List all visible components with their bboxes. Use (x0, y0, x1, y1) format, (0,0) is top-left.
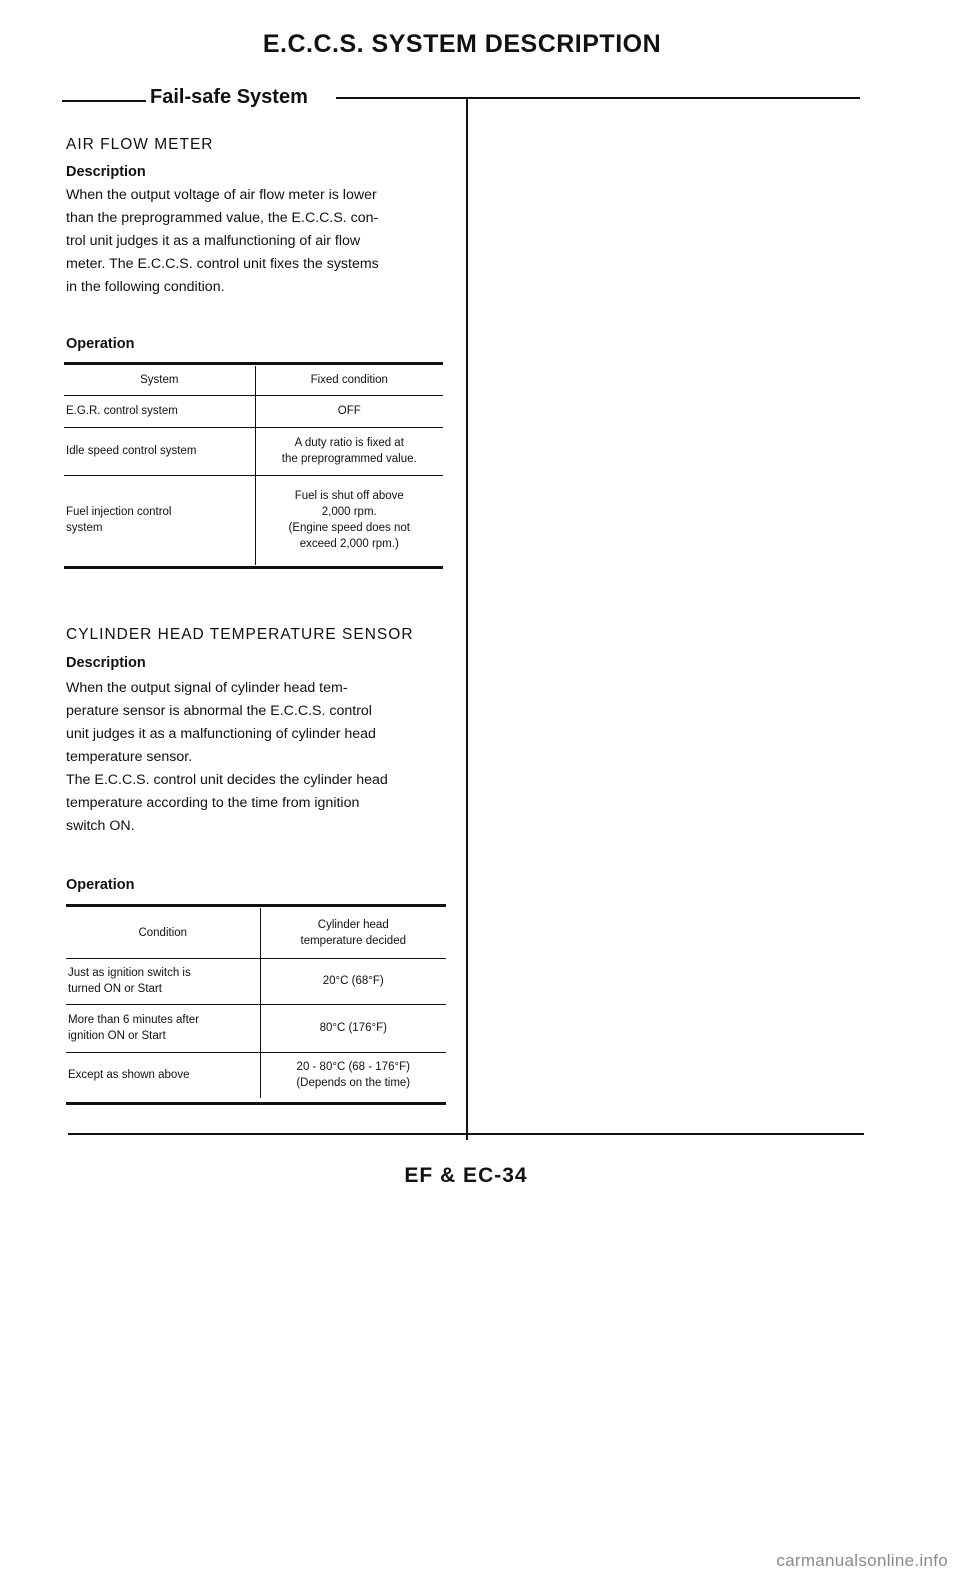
table-cell: E.G.R. control system (64, 395, 255, 427)
table-cell: Idle speed control system (64, 427, 255, 475)
air-flow-operation-label: Operation (66, 336, 135, 352)
table-cell: 80°C (176°F) (260, 1004, 446, 1052)
cell-line: Cylinder head (317, 918, 389, 931)
table2-bottom-rule (66, 1102, 446, 1105)
cell-line: exceed 2,000 rpm.) (299, 538, 399, 551)
cell-line: (Engine speed does not (288, 522, 410, 535)
description-line: unit judges it as a malfunctioning of cylinder head (66, 726, 376, 742)
table-row (66, 1052, 446, 1098)
page-title: E.C.C.S. SYSTEM DESCRIPTION (262, 30, 662, 58)
table-header-fixed-condition: Fixed condition (255, 366, 443, 395)
table-row (64, 427, 443, 475)
cell-line: More than 6 minutes after (68, 1014, 200, 1026)
heading-rule-right (336, 97, 860, 99)
table-cell (66, 1004, 260, 1052)
description-line: perature sensor is abnormal the E.C.C.S. control (66, 703, 372, 719)
description-line: than the preprogrammed value, the E.C.C.S. con- (66, 210, 379, 226)
cell-line: A duty ratio is fixed at (294, 437, 404, 449)
table-cell: Except as shown above (66, 1052, 260, 1098)
description-line: temperature according to the time from ignition (66, 795, 360, 811)
table-row (64, 475, 443, 565)
cylinder-operation-label: Operation (66, 877, 135, 893)
air-flow-description (66, 184, 444, 299)
footer-rule (68, 1133, 864, 1135)
table1-bottom-rule (64, 566, 443, 569)
table-cell (255, 427, 443, 475)
page-number: EF & EC-34 (404, 1164, 528, 1187)
cylinder-description-label: Description (66, 655, 146, 671)
description-line: switch ON. (66, 818, 135, 834)
table2-top-rule (66, 904, 446, 907)
table-header-condition: Condition (138, 926, 188, 939)
heading-rule-left (62, 100, 146, 102)
table-cell (64, 475, 255, 565)
cell-line: Fuel is shut off above (294, 490, 404, 503)
cylinder-description (66, 677, 444, 838)
description-line: When the output signal of cylinder head tem- (66, 680, 348, 696)
cell-line: Fuel injection control (66, 506, 172, 519)
table-cell: 20°C (68°F) (260, 958, 446, 1004)
cell-line: Just as ignition switch is (68, 967, 191, 979)
column-divider (466, 97, 468, 1140)
cell-line: turned ON or Start (68, 983, 162, 995)
cell-line: ignition ON or Start (68, 1030, 166, 1042)
cell-line: 20 - 80°C (68 - 176°F) (296, 1061, 410, 1074)
table-header-row (66, 908, 446, 958)
table-row (64, 395, 443, 427)
table-header-temperature (260, 908, 446, 958)
table-header-row (64, 366, 443, 395)
description-line: The E.C.C.S. control unit decides the cylinder head (66, 772, 388, 788)
cell-line: 2,000 rpm. (321, 506, 377, 519)
table-row (66, 958, 446, 1004)
description-line: temperature sensor. (66, 749, 193, 765)
table1-top-rule (64, 362, 443, 365)
table-cell (66, 958, 260, 1004)
description-line: in the following condition. (66, 279, 225, 295)
table-cell: OFF (255, 395, 443, 427)
description-line: meter. The E.C.C.S. control unit fixes the systems (66, 256, 379, 272)
cylinder-operation-table (66, 908, 446, 1098)
watermark: carmanualsonline.info (776, 1551, 948, 1570)
table-cell (255, 475, 443, 565)
table-row (66, 1004, 446, 1052)
cell-line: the preprogrammed value. (281, 453, 417, 465)
cell-line: system (66, 522, 103, 535)
cell-line: temperature decided (300, 934, 406, 947)
description-line: When the output voltage of air flow meter is lower (66, 187, 377, 203)
air-flow-operation-table (64, 366, 443, 565)
cell-line: (Depends on the time) (296, 1077, 411, 1090)
table-cell (260, 1052, 446, 1098)
section-heading: Fail-safe System (150, 86, 308, 108)
air-flow-meter-title: AIR FLOW METER (66, 136, 214, 153)
air-flow-description-label: Description (66, 164, 146, 180)
cylinder-head-sensor-title: CYLINDER HEAD TEMPERATURE SENSOR (66, 626, 414, 643)
description-line: trol unit judges it as a malfunctioning of air flow (66, 233, 361, 249)
table-header-system: System (140, 374, 179, 387)
